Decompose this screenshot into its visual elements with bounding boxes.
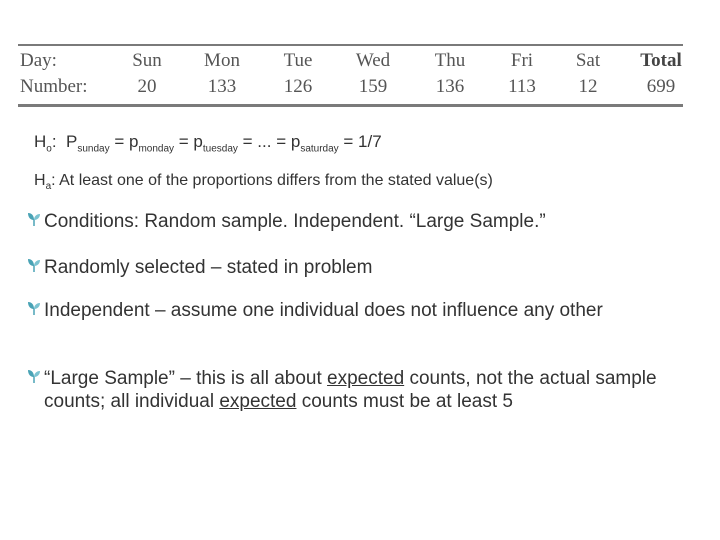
p-sunday-sub: sunday bbox=[77, 143, 110, 155]
day-row-label: Day: bbox=[20, 50, 57, 71]
p-tuesday-sub: tuesday bbox=[202, 143, 238, 155]
count-mon: 133 bbox=[207, 76, 237, 97]
large-sample-part3: counts must be at least 5 bbox=[296, 391, 513, 412]
p-monday: = p bbox=[114, 132, 139, 151]
expected-underlined-2: expected bbox=[219, 391, 297, 412]
p-monday-sub: monday bbox=[138, 143, 175, 155]
bullet-conditions bbox=[44, 210, 694, 233]
alt-h-letter: H bbox=[34, 172, 46, 189]
null-hypothesis bbox=[34, 132, 382, 154]
alt-text: : At least one of the proportions differs from the stated value(s) bbox=[51, 172, 493, 189]
bullet-random-text: Randomly selected – stated in problem bbox=[44, 257, 373, 278]
number-row-label: Number: bbox=[20, 76, 88, 97]
p-saturday: = ... = p bbox=[242, 132, 301, 151]
null-h-sub: o bbox=[46, 143, 52, 155]
null-h-letter: H bbox=[34, 132, 47, 151]
count-sat: 12 bbox=[578, 76, 598, 97]
bullet-independent-text: Independent – assume one individual does not influence any other bbox=[44, 300, 603, 321]
p-saturday-sub: saturday bbox=[300, 143, 339, 155]
day-thu: Thu bbox=[434, 50, 466, 71]
count-sun: 20 bbox=[137, 76, 157, 97]
day-total: Total bbox=[640, 50, 682, 71]
p-sunday: P bbox=[66, 132, 78, 151]
day-wed: Wed bbox=[355, 50, 391, 71]
day-sun: Sun bbox=[132, 50, 162, 71]
bullet-random bbox=[44, 256, 694, 279]
day-tue: Tue bbox=[283, 50, 313, 71]
bullet-independent bbox=[44, 299, 664, 322]
day-fri: Fri bbox=[510, 50, 534, 71]
bullet-large-sample bbox=[44, 367, 694, 413]
sprout-bullet-icon bbox=[27, 368, 41, 384]
sprout-bullet-icon bbox=[27, 300, 41, 316]
large-sample-part2: counts, not the actual sample counts; all individual bbox=[44, 368, 657, 412]
null-value: = 1/7 bbox=[343, 132, 382, 151]
p-tuesday: = p bbox=[178, 132, 203, 151]
sprout-bullet-icon bbox=[27, 211, 41, 227]
count-fri: 113 bbox=[508, 76, 536, 97]
sprout-bullet-icon bbox=[27, 257, 41, 273]
null-colon: : bbox=[51, 132, 57, 151]
day-mon: Mon bbox=[204, 50, 240, 71]
large-sample-part1: “Large Sample” – this is all about bbox=[44, 368, 328, 389]
count-thu: 136 bbox=[435, 76, 465, 97]
table-bottom-rule bbox=[18, 104, 683, 107]
day-sat: Sat bbox=[575, 50, 601, 71]
count-tue: 126 bbox=[283, 76, 313, 97]
table-top-rule bbox=[18, 44, 683, 46]
alt-hypothesis bbox=[34, 172, 493, 192]
count-total: 699 bbox=[646, 76, 676, 97]
bullet-conditions-text: Conditions: Random sample. Independent. “Large Sample.” bbox=[44, 211, 546, 232]
expected-underlined-1: expected bbox=[327, 368, 405, 389]
count-wed: 159 bbox=[358, 76, 388, 97]
alt-h-sub: a bbox=[45, 181, 52, 193]
